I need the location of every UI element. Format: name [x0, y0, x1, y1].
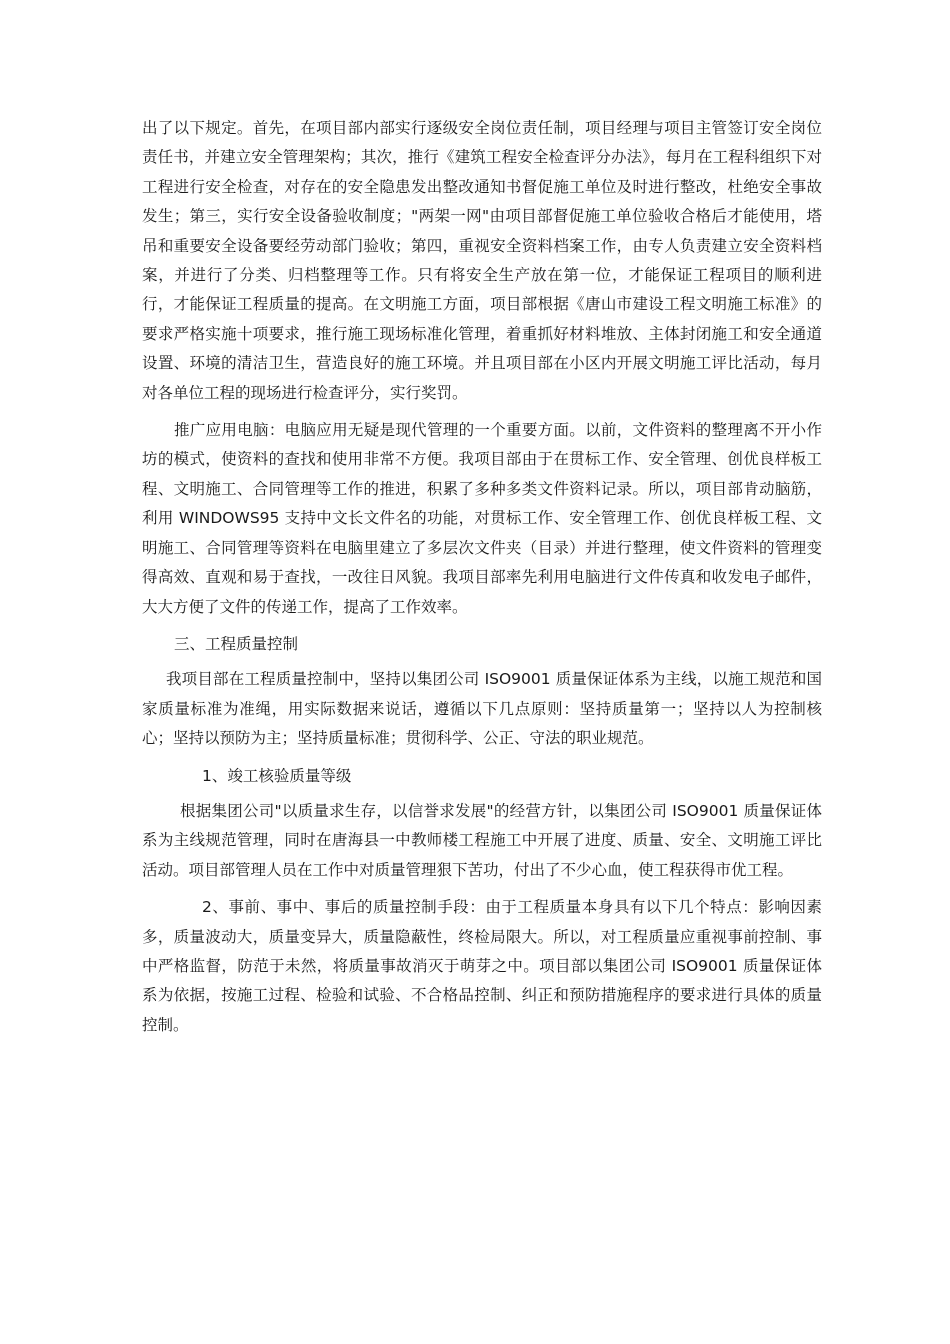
document-body — [142, 114, 822, 1048]
paragraph-safety-rules: 出了以下规定。首先，在项目部内部实行逐级安全岗位责任制，项目经理与项目主管签订安全岗位责任书，并建立安全管理架构；其次，推行《建筑工程安全检查评分办法》，每月在工程科组织下对工程进行安全检查，对存在的安全隐患发出整改通知书督促施工单位及时进行整改，杜绝安全事故发生；第三，实行安全设备验收制度；"两架一网"由项目部督促施工单位验收合格后才能使用，塔吊和重要安全设备要经劳动部门验收；第四，重视安全资料档案工作，由专人负责建立安全资料档案，并进行了分类、归档整理等工作。只有将安全生产放在第一位，才能保证工程项目的顺利进行，才能保证工程质量的提高。在文明施工方面，项目部根据《唐山市建设工程文明施工标准》的要求严格实施十项要求，推行施工现场标准化管理，着重抓好材料堆放、主体封闭施工和安全通道设置、环境的清洁卫生，营造良好的施工环境。并且项目部在小区内开展文明施工评比活动，每月对各单位工程的现场进行检查评分，实行奖罚。 — [142, 119, 822, 402]
paragraph-quality-control-means: 2、事前、事中、事后的质量控制手段：由于工程质量本身具有以下几个特点：影响因素多，质量波动大，质量变异大，质量隐蔽性，终检局限大。所以，对工程质量应重视事前控制、事中严格监督，防范于未然，将质量事故消灭于萌芽之中。项目部以集团公司 ISO9001 质量保证体系为依据，按施工过程、检验和试验、不合格品控制、纠正和预防措施程序的要求进行具体的质量控制。 — [142, 898, 822, 1034]
paragraph-completion-grade: 根据集团公司"以质量求生存，以信誉求发展"的经营方针，以集团公司 ISO9001 质量保证体系为主线规范管理，同时在唐海县一中教师楼工程施工中开展了进度、质量、安全、文明施工评比活动。项目部管理人员在工作中对质量管理狠下苦功，付出了不少心血，使工程获得市优工程。 — [142, 801, 822, 879]
subheading-completion-grade: 1、竣工核验质量等级 — [202, 766, 352, 785]
paragraph-quality-principles: 我项目部在工程质量控制中，坚持以集团公司 ISO9001 质量保证体系为主线，以施工规范和国家质量标准为准绳，用实际数据来说话，遵循以下几点原则：坚持质量第一；坚持以人为控制核心；坚持以预防为主；坚持质量标准；贯彻科学、公正、守法的职业规范。 — [142, 670, 822, 748]
section-heading-quality-control: 三、工程质量控制 — [174, 634, 299, 653]
paragraph-computer-use: 推广应用电脑：电脑应用无疑是现代管理的一个重要方面。以前，文件资料的整理离不开小作坊的模式，使资料的查找和使用非常不方便。我项目部由于在贯标工作、安全管理、创优良样板工程、文明施工、合同管理等工作的推进，积累了多种多类文件资料记录。所以，项目部肯动脑筋，利用 WINDOWS95 支持中文长文件名的功能，对贯标工作、安全管理工作、创优良样板工程、文明施工、合同管理等资料在电脑里建立了多层次文件夹（目录）并进行整理，使文件资料的管理变得高效、直观和易于查找，一改往日风貌。我项目部率先利用电脑进行文件传真和收发电子邮件，大大方便了文件的传递工作，提高了工作效率。 — [142, 421, 822, 616]
